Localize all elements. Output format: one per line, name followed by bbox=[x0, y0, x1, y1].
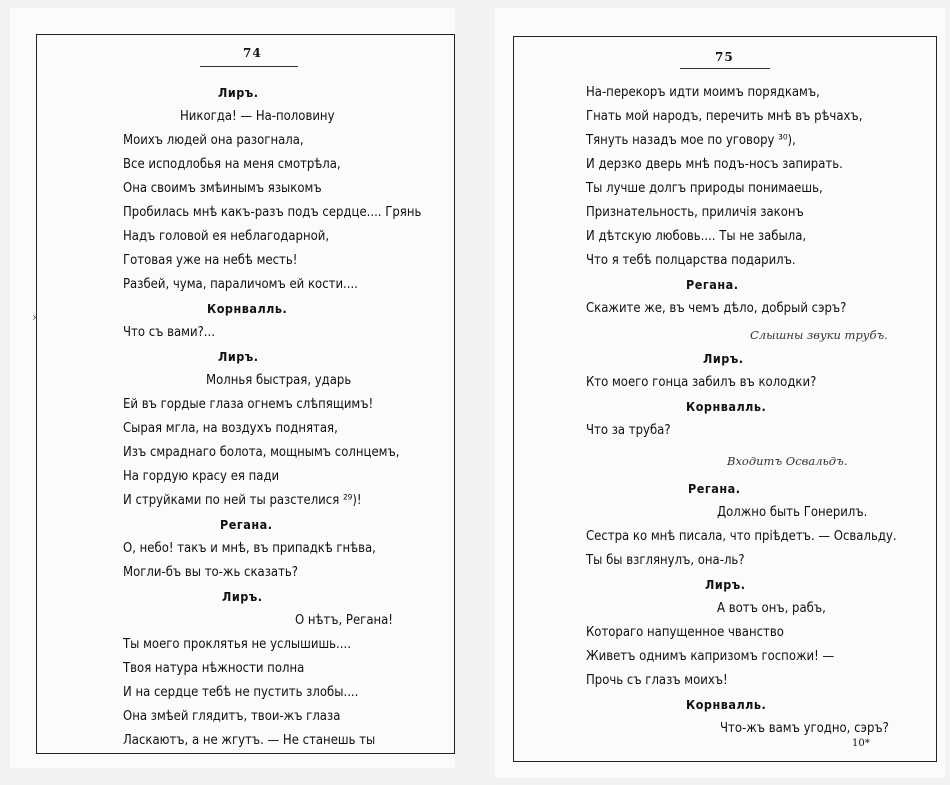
signature-mark: 10* bbox=[852, 738, 870, 749]
verse-line: А вотъ онъ, рабъ, bbox=[717, 601, 826, 616]
stage-direction: Слышны звуки трубъ. bbox=[750, 328, 888, 342]
verse-line: Тянуть назадъ мое по уговору ³⁰), bbox=[586, 133, 796, 148]
verse-line: Сестра ко мнѣ писала, что пріѣдетъ. — Освальду. bbox=[586, 529, 897, 544]
speaker-name: Лиръ. bbox=[222, 589, 263, 604]
verse-line: О нѣтъ, Регана! bbox=[295, 613, 393, 628]
verse-line: Котораго напущенное чванство bbox=[586, 625, 784, 640]
verse-line: Кто моего гонца забилъ въ колодки? bbox=[586, 375, 817, 390]
right-header-rule bbox=[680, 68, 770, 69]
right-page bbox=[495, 8, 945, 778]
verse-line: Прочь съ глазъ моихъ! bbox=[586, 673, 728, 688]
speaker-name: Корнвалль. bbox=[686, 399, 767, 414]
verse-line: Разбей, чума, параличомъ ей кости.... bbox=[123, 277, 358, 292]
speaker-name: Корнвалль. bbox=[686, 697, 767, 712]
verse-line: Ты моего проклятья не услышишь.... bbox=[123, 637, 351, 652]
margin-mark: › bbox=[32, 310, 37, 324]
verse-line: Гнать мой народъ, перечить мнѣ въ рѣчахъ, bbox=[586, 109, 863, 124]
verse-line: Изъ смраднаго болота, мощнымъ солнцемъ, bbox=[123, 445, 400, 460]
left-header-rule bbox=[200, 66, 298, 67]
verse-line: И на сердце тебѣ не пустить злобы.... bbox=[123, 685, 359, 700]
verse-line: Сырая мгла, на воздухъ поднятая, bbox=[123, 421, 338, 436]
verse-line: Скажите же, въ чемъ дѣло, добрый сэръ? bbox=[586, 301, 847, 316]
verse-line: Твоя натура нѣжности полна bbox=[123, 661, 305, 676]
verse-line: Пробилась мнѣ какъ-разъ подъ сердце.... Грянь bbox=[123, 205, 422, 220]
verse-line: И дѣтскую любовь.... Ты не забыла, bbox=[586, 229, 807, 244]
speaker-name: Регана. bbox=[220, 517, 273, 532]
verse-line: Признательность, приличія законъ bbox=[586, 205, 804, 220]
speaker-name: Регана. bbox=[688, 481, 741, 496]
verse-line: Могли-бъ вы то-жь сказать? bbox=[123, 565, 299, 580]
verse-line: Должно быть Гонерилъ. bbox=[717, 505, 868, 520]
left-page bbox=[10, 8, 455, 768]
left-page-number: 74 bbox=[243, 46, 262, 60]
verse-line: Что за труба? bbox=[586, 423, 671, 438]
verse-line: Живетъ однимъ капризомъ госпожи! — bbox=[586, 649, 835, 664]
verse-line: Что я тебѣ полцарства подарилъ. bbox=[586, 253, 796, 268]
verse-line: Она змѣей глядитъ, твои-жъ глаза bbox=[123, 709, 341, 724]
verse-line: Моихъ людей она разогнала, bbox=[123, 133, 304, 148]
speaker-name: Лиръ. bbox=[218, 85, 259, 100]
verse-line: О, небо! такъ и мнѣ, въ припадкѣ гнѣва, bbox=[123, 541, 376, 556]
verse-line: Что съ вами?... bbox=[123, 325, 215, 340]
verse-line: Ты бы взглянулъ, она-ль? bbox=[586, 553, 745, 568]
speaker-name: Лиръ. bbox=[705, 577, 746, 592]
verse-line: На гордую красу ея пади bbox=[123, 469, 280, 484]
speaker-name: Лиръ. bbox=[218, 349, 259, 364]
verse-line: Готовая уже на небѣ месть! bbox=[123, 253, 298, 268]
stage-direction: Входитъ Освальдъ. bbox=[727, 454, 848, 468]
speaker-name: Регана. bbox=[686, 277, 739, 292]
verse-line: На-перекоръ идти моимъ порядкамъ, bbox=[586, 85, 820, 100]
verse-line: Ей въ гордые глаза огнемъ слѣпящимъ! bbox=[123, 397, 374, 412]
verse-line: Надъ головой ея неблагодарной, bbox=[123, 229, 330, 244]
verse-line: Ласкаютъ, а не жгутъ. — Не станешь ты bbox=[123, 733, 376, 748]
verse-line: И струйками по ней ты разстелися ²⁹)! bbox=[123, 493, 362, 508]
right-page-number: 75 bbox=[715, 50, 734, 64]
speaker-name: Корнвалль. bbox=[207, 301, 288, 316]
verse-line: Что-жъ вамъ угодно, сэръ? bbox=[720, 721, 889, 736]
verse-line: Никогда! — На-половину bbox=[180, 109, 335, 124]
verse-line: Ты лучше долгъ природы понимаешь, bbox=[586, 181, 823, 196]
verse-line: Она своимъ змѣинымъ языкомъ bbox=[123, 181, 322, 196]
verse-line: И дерзко дверь мнѣ подъ-носъ запирать. bbox=[586, 157, 843, 172]
verse-line: Все исподлобья на меня смотрѣла, bbox=[123, 157, 341, 172]
speaker-name: Лиръ. bbox=[703, 351, 744, 366]
verse-line: Молнья быстрая, ударь bbox=[206, 373, 352, 388]
